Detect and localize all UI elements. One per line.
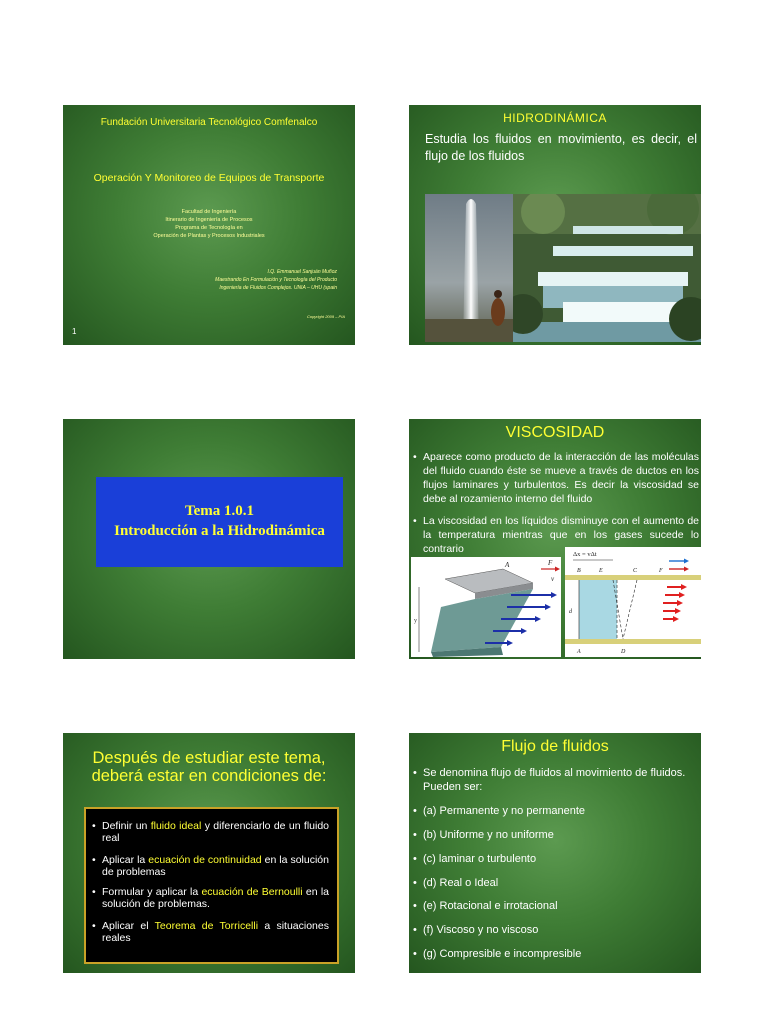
faculty-info: [63, 208, 355, 240]
course-title: Operación Y Monitoreo de Equipos de Transporte: [93, 172, 325, 184]
label-dx: Δx = vΔt: [573, 551, 597, 558]
svg-text:y: y: [414, 618, 417, 624]
label-e: E: [599, 568, 603, 574]
bullet-item: • (a) Permanente y no permanente: [423, 804, 699, 818]
label-dd: d: [569, 609, 572, 615]
page-number: 1: [72, 327, 77, 336]
label-f: F: [548, 559, 553, 567]
objective-item: • Aplicar la ecuación de continuidad en la solución de problemas: [102, 854, 329, 878]
label-b: B: [577, 568, 581, 574]
bullet-item: • (f) Viscoso y no viscoso: [423, 923, 699, 937]
objectives-box: [84, 807, 339, 964]
faculty-line: Facultad de Ingeniería: [181, 209, 237, 215]
slide-body: Estudia los fluidos en movimiento, es decir, el flujo de los fluidos: [425, 132, 697, 163]
author-line: Ingeniería de Fluidos Complejos. UNIA – UHU (spain: [219, 285, 337, 291]
author-info: [215, 268, 337, 292]
slide-6-flujo: [409, 733, 701, 973]
author-line: Maestrando En Formulación y Tecnología del Producto: [215, 277, 337, 283]
slide-title: HIDRODINÁMICA: [503, 111, 607, 125]
bullet-item: • (e) Rotacional e irrotacional: [423, 899, 699, 913]
objective-item: • Definir un fluido ideal y diferenciarlo de un fluido real: [102, 820, 329, 844]
geyser-photo: [425, 194, 513, 342]
topic-number: Tema 1.0.1: [184, 503, 255, 519]
faculty-line: Itinerario de Ingeniería de Procesos: [165, 217, 253, 223]
bullet-item: • (b) Uniforme y no uniforme: [423, 828, 699, 842]
faculty-line: Operación de Plantas y Procesos Industriales: [153, 233, 265, 239]
topic-box: [96, 477, 343, 567]
institution-name: Fundación Universitaria Tecnológico Comfenalco: [100, 117, 318, 128]
label-f: F: [659, 568, 663, 574]
slide-title: VISCOSIDAD: [505, 424, 605, 441]
bullet-item: • (d) Real o Ideal: [423, 876, 699, 890]
faculty-line: Programa de Tecnología en: [175, 225, 243, 231]
objective-item: • Aplicar el Teorema de Torricelli a situaciones reales: [102, 920, 329, 944]
label-c: C: [633, 568, 638, 574]
slide-title: Flujo de fluidos: [501, 738, 609, 755]
waterfall-photo: [513, 194, 701, 342]
shear-diagram: [565, 547, 701, 657]
viscous-layer-diagram: [411, 557, 561, 657]
label-v: v: [551, 575, 555, 583]
copyright: Copyright 2009 – PIA: [306, 314, 345, 319]
slide-3-tema: [63, 419, 355, 659]
title-line: Después de estudiar este tema,: [92, 749, 326, 767]
title-line: deberá estar en condiciones de:: [91, 767, 327, 785]
bullet-item: • Se denomina flujo de fluidos al movimiento de fluidos. Pueden ser:: [423, 766, 699, 794]
label-a: A: [505, 561, 510, 569]
objective-item: • Formular y aplicar la ecuación de Bernoulli en la solución de problemas.: [102, 886, 329, 910]
bullet-item: • Aparece como producto de la interacción de las moléculas del fluido cuando éste se mueve a través de ductos en los flujos laminares y turbulentos. Es decir la viscosidad se debe al rozamiento interno del fluido: [423, 450, 699, 506]
author-line: I.Q. Emmanuel Sanjuán Muñoz: [267, 269, 337, 275]
topic-title: Introducción a la Hidrodinámica: [114, 523, 325, 539]
slide-5-objetivos: [63, 733, 355, 973]
slide-title: [63, 749, 355, 785]
label-d: D: [621, 649, 626, 655]
slide-1-title: [63, 105, 355, 345]
bullet-item: • (c) laminar o turbulento: [423, 852, 699, 866]
bullet-item: • La viscosidad en los líquidos disminuye con el aumento de la temperatura mientras que en los gases sucede lo contrario: [423, 514, 699, 556]
slide-4-viscosidad: [409, 419, 701, 659]
bullet-item: • (g) Compresible e incompresible: [423, 947, 699, 961]
slide-2-hidrodinamica: [409, 105, 701, 345]
label-a: A: [577, 649, 581, 655]
